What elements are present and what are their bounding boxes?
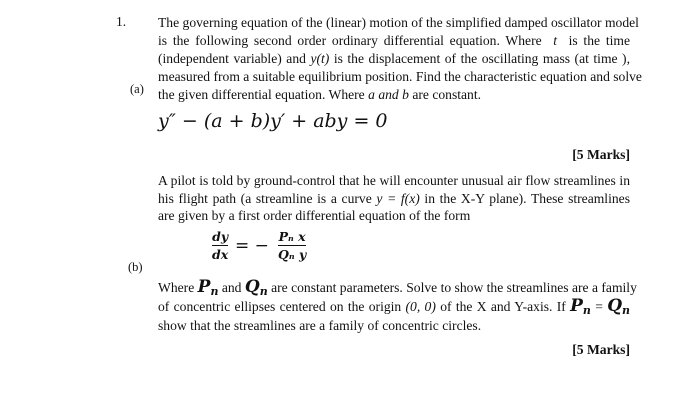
question-number: 1.: [116, 14, 127, 29]
differential-equation: y″ − (a + b)y′ + aby = 0: [158, 110, 388, 132]
text-line: of concentric ellipses centered on the origin (0, 0) of the X and Y-axis. If $P_n = Q_n$: [158, 296, 630, 317]
text-line: measured from a suitable equilibrium position. Find the characteristic equation and solve: [158, 69, 642, 84]
marks-label: [5 Marks]: [572, 342, 630, 357]
text-line: his flight path (a streamline is a curve y = f(x) in the X-Y plane). These streamlines: [158, 191, 630, 206]
text-line: the given differential equation. Where a and b are constant.: [158, 87, 482, 102]
text-line: A pilot is told by ground-control that he will encounter unusual air flow streamlines in: [158, 173, 630, 188]
part-a-label: (a): [130, 82, 144, 96]
text-line: are given by a first order differential equation of the form: [158, 208, 471, 223]
text-line: The governing equation of the (linear) motion of the simplified damped oscillator model: [158, 15, 639, 30]
marks-label: [5 Marks]: [572, 147, 630, 162]
text-line: Where $P_n$ and $Q_n$ are constant parameters. Solve to show the streamlines are a family: [158, 277, 637, 298]
text-line: (independent variable) and y(t) is the displacement of the oscillating mass (at time ),: [158, 51, 630, 66]
part-b-label: (b): [128, 260, 143, 274]
equals-minus: = −: [235, 236, 269, 256]
text-line: is the following second order ordinary differential equation. Where t is the time: [158, 33, 630, 48]
text-line: show that the streamlines are a family of concentric circles.: [158, 318, 482, 333]
fraction-dy-dx: dy dx: [212, 229, 229, 262]
fraction-pn-qn: Pₙ x Qₙ y: [278, 229, 307, 262]
